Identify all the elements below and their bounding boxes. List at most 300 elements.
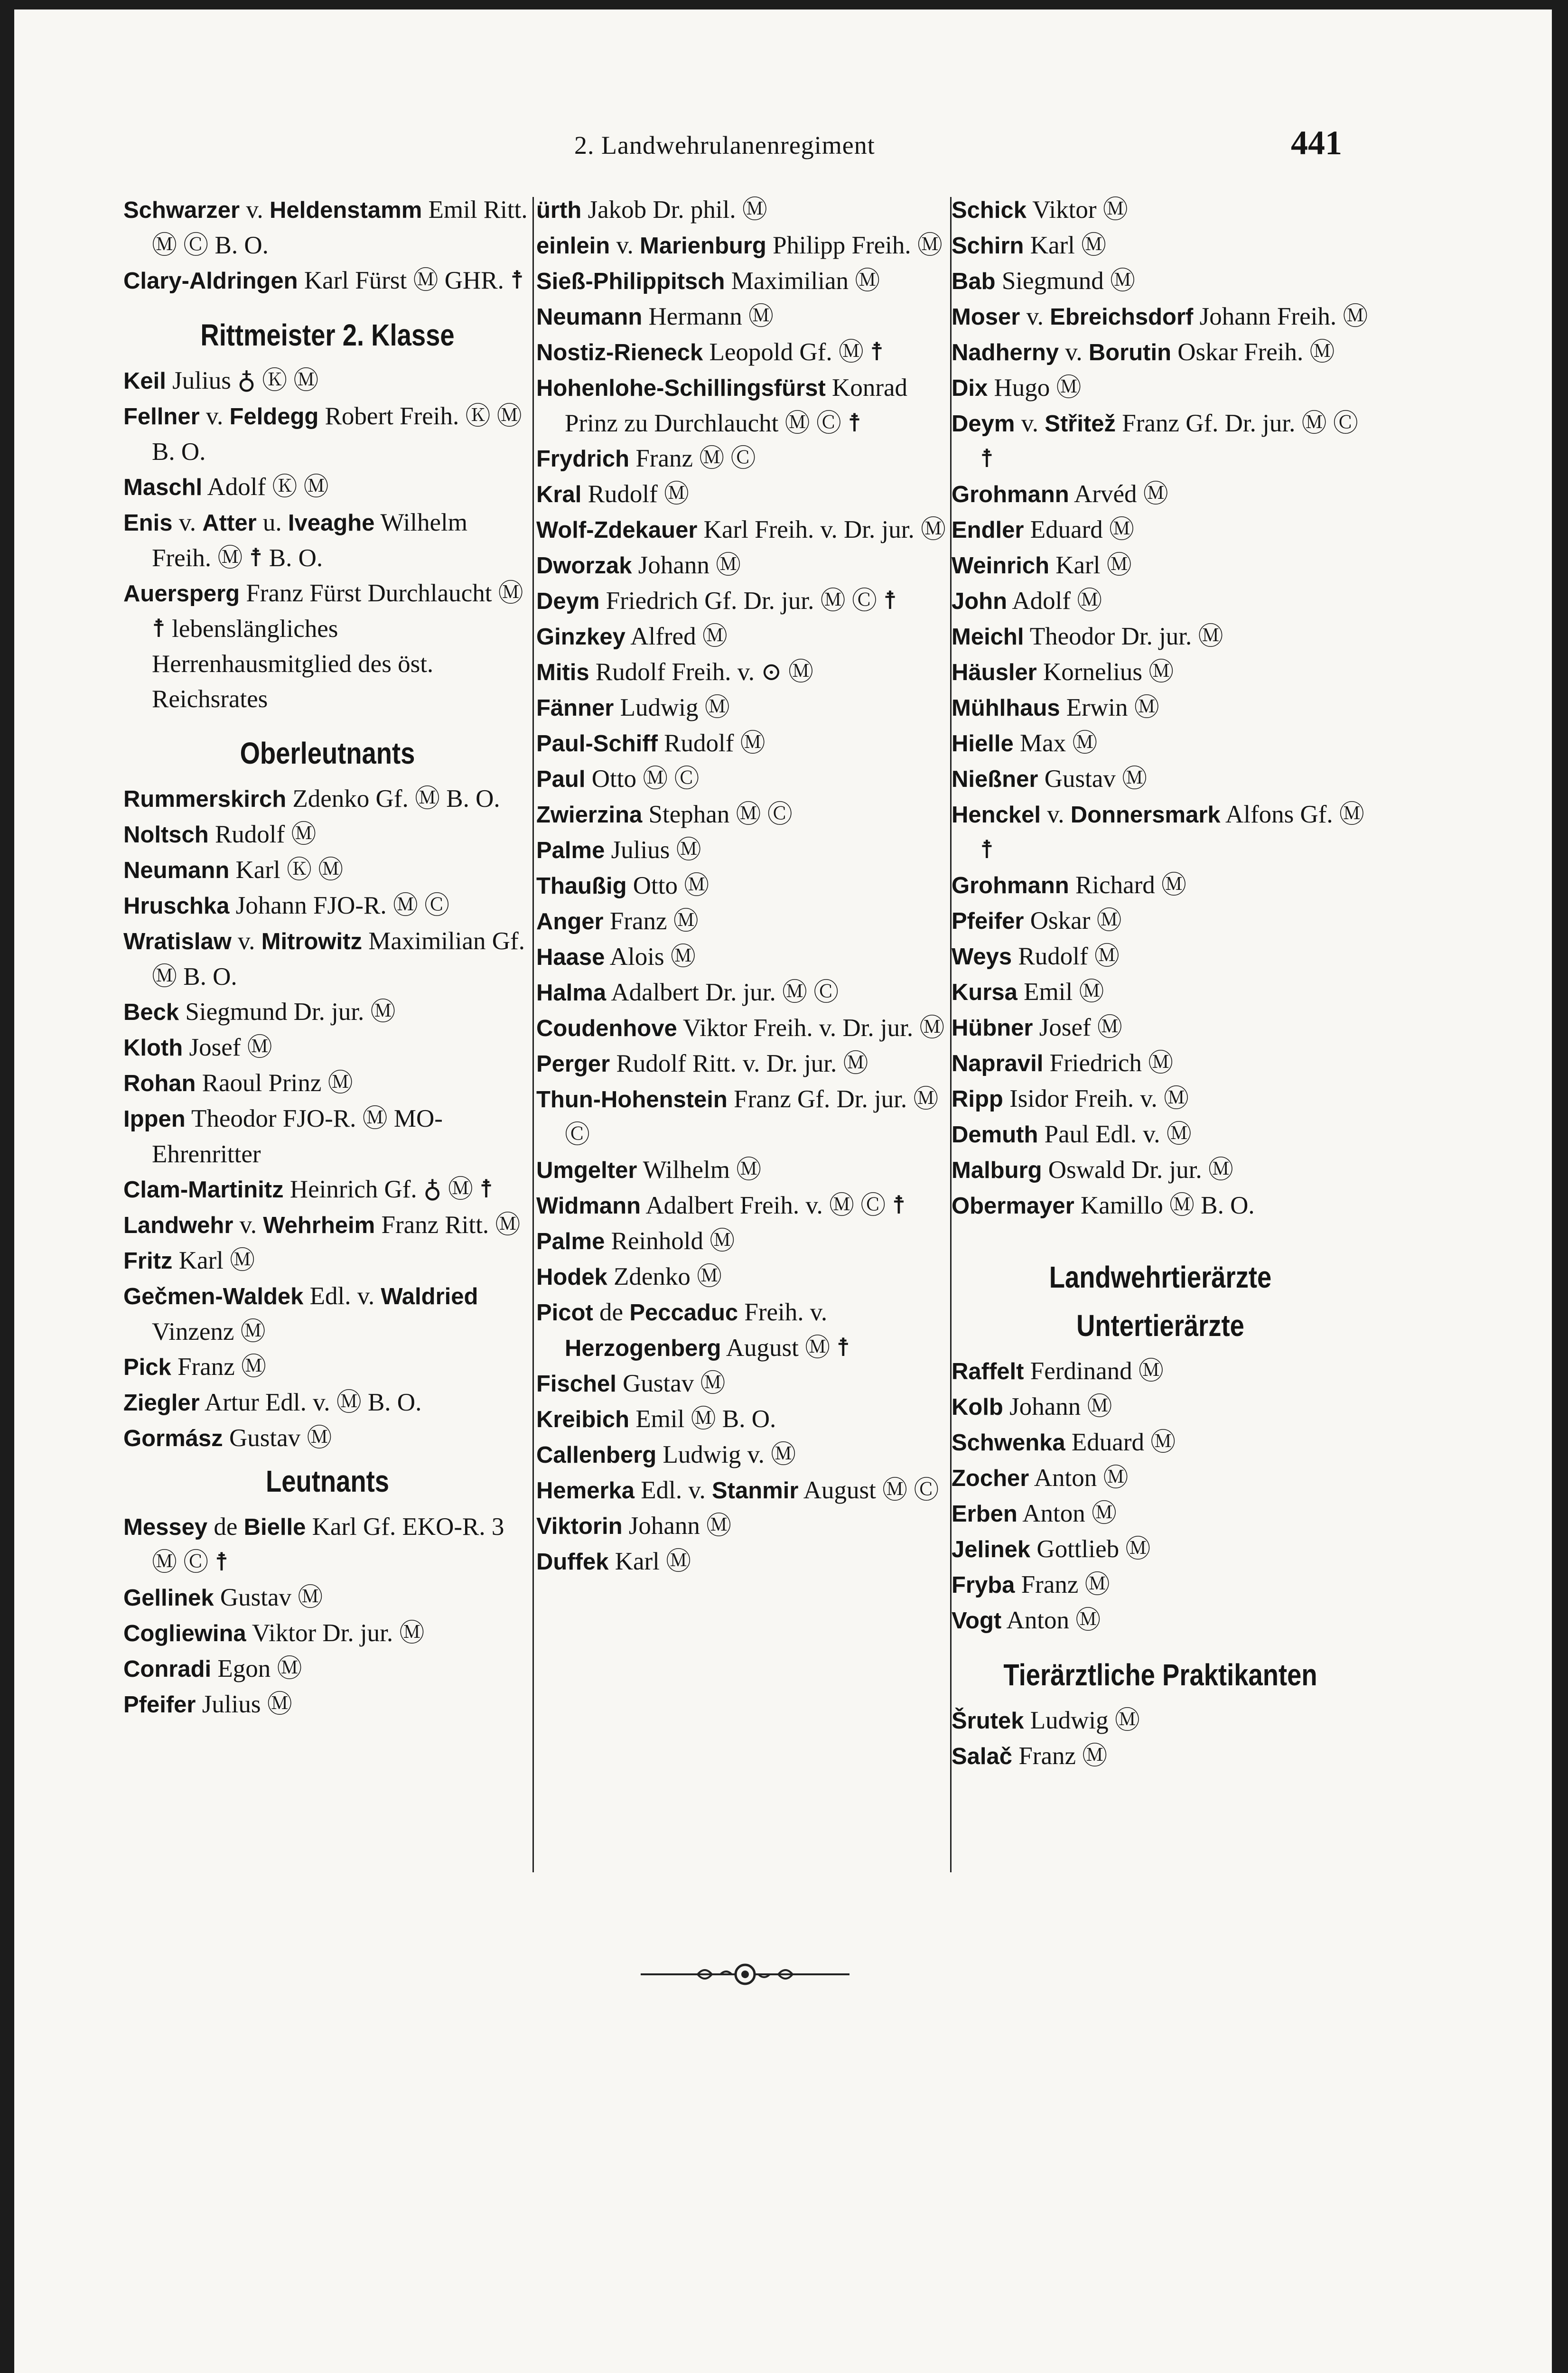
list-entry xyxy=(536,476,949,512)
entry-text: Julius Ⓜ xyxy=(605,836,701,864)
surname: Beck xyxy=(123,1000,179,1025)
surname: Mitrowitz xyxy=(261,929,362,954)
list-entry xyxy=(952,1188,1369,1224)
surname: Rohan xyxy=(123,1071,196,1096)
entry-text: Erwin Ⓜ xyxy=(1060,694,1159,721)
entry-text: Gottlieb Ⓜ xyxy=(1030,1535,1151,1563)
surname: Erben xyxy=(952,1501,1017,1527)
book-page xyxy=(14,9,1552,2373)
entry-text: Adalbert Dr. jur. Ⓜ Ⓒ xyxy=(606,979,839,1006)
section-heading: Untertierärzte xyxy=(1076,1308,1244,1343)
entry-text: August Ⓜ Ⓒ xyxy=(798,1476,939,1504)
entry-text: Eduard Ⓜ xyxy=(1024,516,1135,543)
surname: Hübner xyxy=(952,1015,1033,1041)
surname: Dix xyxy=(952,375,988,401)
list-entry xyxy=(952,797,1369,868)
surname: Frydrich xyxy=(536,446,630,472)
surname: Mühlhaus xyxy=(952,695,1060,721)
surname: Duffek xyxy=(536,1549,609,1575)
surname: Meichl xyxy=(952,624,1024,650)
surname: Iveaghe xyxy=(288,510,375,536)
surname: Fryba xyxy=(952,1572,1015,1598)
list-entry xyxy=(123,469,532,505)
list-entry xyxy=(952,690,1369,726)
surname: Obermayer xyxy=(952,1193,1074,1219)
entry-text: Karl Ⓜ xyxy=(1049,551,1132,579)
entry-text: Rudolf Ritt. v. Dr. jur. Ⓜ xyxy=(610,1050,868,1077)
surname: Wehrheim xyxy=(263,1213,375,1238)
surname: Schwarzer xyxy=(123,197,240,223)
surname: Pfeifer xyxy=(123,1692,196,1718)
list-entry xyxy=(536,1366,949,1401)
list-entry xyxy=(536,1295,949,1366)
list-entry xyxy=(536,512,949,548)
list-entry xyxy=(952,1425,1369,1460)
list-entry xyxy=(536,1152,949,1188)
surname: Haase xyxy=(536,944,605,970)
entry-text: August Ⓜ ☨ xyxy=(721,1334,850,1362)
list-entry xyxy=(536,228,949,263)
surname: Henckel xyxy=(952,802,1041,828)
entry-text: Emil Ⓜ B. O. xyxy=(629,1405,776,1433)
entry-text: Johann Ⓜ xyxy=(622,1512,732,1540)
surname: Peccaduc xyxy=(629,1300,738,1326)
entry-text: Franz Gf. Dr. jur. Ⓜ Ⓒ xyxy=(565,1085,939,1149)
surname: Vogt xyxy=(952,1608,1002,1634)
entry-text: Ludwig v. Ⓜ xyxy=(656,1441,796,1468)
entry-text: Isidor Freih. v. Ⓜ xyxy=(1003,1085,1189,1112)
surname: Gellinek xyxy=(123,1585,214,1611)
entry-text: v. xyxy=(1040,801,1071,828)
surname: Thaußig xyxy=(536,873,627,899)
list-entry xyxy=(536,335,949,370)
entry-text: Johann Freih. Ⓜ xyxy=(1193,303,1368,330)
list-entry xyxy=(123,363,532,399)
entry-text: Egon Ⓜ xyxy=(211,1655,302,1682)
surname: Ebreichsdorf xyxy=(1050,304,1194,330)
entry-text: Raoul Prinz Ⓜ xyxy=(196,1069,353,1097)
surname: Perger xyxy=(536,1051,610,1077)
entry-text: Viktor Freih. v. Dr. jur. Ⓜ xyxy=(677,1014,945,1042)
surname: Hohenlohe-Schillingsfürst xyxy=(536,375,826,401)
page-number: 441 xyxy=(1291,124,1342,162)
entry-text: Viktor Ⓜ xyxy=(1026,196,1128,224)
list-entry xyxy=(952,1532,1369,1567)
surname: Schick xyxy=(952,197,1027,223)
entry-text: Viktor Dr. jur. Ⓜ xyxy=(246,1619,425,1647)
entry-text: u. xyxy=(256,509,288,536)
surname: Paul xyxy=(536,766,586,792)
list-entry xyxy=(536,1473,949,1508)
list-entry-continued xyxy=(536,192,949,228)
list-entry xyxy=(123,505,532,576)
surname: Messey xyxy=(123,1514,208,1540)
list-entry xyxy=(536,1188,949,1224)
list-entry xyxy=(536,1259,949,1295)
surname: Noltsch xyxy=(123,822,209,848)
section-heading: Oberleutnants xyxy=(240,736,415,770)
entry-text: Freih. v. xyxy=(738,1299,828,1326)
entry-text: Leopold Gf. Ⓜ ☨ xyxy=(703,338,884,366)
section-heading: Tierärztliche Praktikanten xyxy=(1003,1658,1317,1692)
surname: Gormász xyxy=(123,1426,223,1451)
entry-text: Ludwig Ⓜ xyxy=(1024,1707,1140,1734)
list-entry xyxy=(123,1349,532,1385)
list-entry xyxy=(952,1738,1369,1774)
entry-text: Franz Ⓜ Ⓒ xyxy=(629,445,756,472)
entry-text: Edl. v. xyxy=(635,1476,712,1504)
list-entry xyxy=(123,924,532,994)
entry-text: Oskar Freih. Ⓜ xyxy=(1171,338,1335,366)
list-entry xyxy=(536,690,949,726)
entry-text: Karl Ⓜ xyxy=(608,1548,691,1575)
entry-text: Artur Edl. v. Ⓜ B. O. xyxy=(199,1389,422,1416)
entry-text: Theodor FJO-R. Ⓜ MO-Ehrenritter xyxy=(152,1105,443,1168)
surname: ürth xyxy=(536,197,582,223)
list-entry xyxy=(536,654,949,690)
surname: Gečmen-Waldek xyxy=(123,1284,304,1309)
surname: Fellner xyxy=(123,404,200,430)
surname: Maschl xyxy=(123,475,203,500)
surname: Pick xyxy=(123,1355,171,1380)
entry-text: v. xyxy=(610,232,640,259)
entry-text: Rudolf Ⓜ xyxy=(581,480,690,508)
surname: Paul-Schiff xyxy=(536,731,658,757)
entry-text: Johann Ⓜ xyxy=(632,551,741,579)
surname: Napravil xyxy=(952,1051,1044,1076)
list-entry xyxy=(952,1354,1369,1389)
list-entry xyxy=(952,192,1369,228)
list-entry xyxy=(952,1010,1369,1046)
entry-text: v. xyxy=(231,927,261,955)
surname: Zocher xyxy=(952,1466,1029,1491)
surname: Anger xyxy=(536,909,604,934)
entry-text: Karl Ⓚ Ⓜ xyxy=(229,856,344,884)
surname: Palme xyxy=(536,838,605,863)
surname: Ginzkey xyxy=(536,624,625,650)
surname: Střitež xyxy=(1045,411,1116,437)
entry-text: Josef Ⓜ xyxy=(1033,1014,1122,1041)
list-entry xyxy=(123,1207,532,1243)
surname: Bielle xyxy=(243,1514,306,1540)
surname: Ripp xyxy=(952,1086,1003,1112)
surname: Weys xyxy=(952,944,1012,970)
list-entry xyxy=(536,1082,949,1152)
list-entry xyxy=(123,1243,532,1279)
surname: Hruschka xyxy=(123,893,230,919)
entry-text: Vinzenz Ⓜ xyxy=(152,1318,266,1345)
list-entry xyxy=(952,974,1369,1010)
entry-text: Anton Ⓜ xyxy=(1001,1607,1101,1634)
surname: Kloth xyxy=(123,1035,183,1061)
surname: Waldried xyxy=(381,1284,478,1309)
entry-text: Zdenko Ⓜ xyxy=(607,1263,722,1290)
surname: Ippen xyxy=(123,1106,186,1132)
entry-text: Franz Fürst Durchlaucht Ⓜ ☨ lebenslängliches Herrenhausmitglied des öst. Reichsrates xyxy=(152,579,523,713)
entry-text: Stephan Ⓜ Ⓒ xyxy=(642,801,793,828)
entry-text: Karl Freih. v. Dr. jur. Ⓜ xyxy=(697,516,946,543)
list-entry xyxy=(536,904,949,939)
column-1 xyxy=(123,192,532,1722)
list-entry xyxy=(123,1580,532,1616)
entry-text: Franz Ritt. Ⓜ xyxy=(375,1211,521,1239)
entry-text: Adolf Ⓜ xyxy=(1007,587,1102,615)
list-entry xyxy=(536,1401,949,1437)
surname: Demuth xyxy=(952,1122,1038,1148)
entry-text: Jakob Dr. phil. Ⓜ xyxy=(581,196,767,224)
list-entry xyxy=(952,1567,1369,1603)
surname: Dworzak xyxy=(536,553,632,579)
entry-text: Arvéd Ⓜ xyxy=(1069,480,1168,508)
list-entry xyxy=(952,761,1369,797)
list-entry xyxy=(536,619,949,654)
entry-text: Franz Ⓜ xyxy=(603,907,699,935)
list-entry xyxy=(952,939,1369,974)
list-entry xyxy=(536,548,949,583)
entry-text: Emil Ⓜ xyxy=(1017,978,1104,1006)
list-entry xyxy=(536,263,949,299)
column-rule-left xyxy=(532,197,534,1872)
list-entry xyxy=(952,1703,1369,1738)
surname: Palme xyxy=(536,1229,605,1254)
surname: Endler xyxy=(952,517,1024,543)
list-entry xyxy=(123,1509,532,1580)
entry-text: Adolf Ⓚ Ⓜ xyxy=(202,473,329,501)
list-entry xyxy=(123,576,532,717)
list-entry xyxy=(123,1420,532,1456)
entry-text: Gustav Ⓜ xyxy=(616,1370,726,1397)
surname: Coudenhove xyxy=(536,1016,677,1041)
surname: Deym xyxy=(952,411,1015,437)
entry-text: Ludwig Ⓜ xyxy=(614,694,730,721)
entry-text: v. xyxy=(1059,338,1089,366)
surname: Landwehr xyxy=(123,1213,233,1238)
entry-text: Oswald Dr. jur. Ⓜ xyxy=(1042,1156,1233,1184)
surname: Hemerka xyxy=(536,1478,635,1504)
surname: Wolf-Zdekauer xyxy=(536,517,698,543)
entry-text: Johann Ⓜ xyxy=(1003,1393,1112,1420)
entry-text: Gustav Ⓜ xyxy=(223,1424,332,1452)
running-title: 2. Landwehrulanenregiment xyxy=(574,131,875,159)
entry-text: v. xyxy=(1015,410,1045,437)
surname: Fänner xyxy=(536,695,614,721)
list-entry xyxy=(952,548,1369,583)
entry-text: Friedrich Ⓜ xyxy=(1043,1049,1174,1077)
surname: Schirn xyxy=(952,233,1024,259)
list-entry xyxy=(123,1687,532,1722)
surname: Kolb xyxy=(952,1394,1003,1420)
section-heading: Rittmeister 2. Klasse xyxy=(200,318,455,352)
surname: Hielle xyxy=(952,731,1014,757)
entry-text: Otto Ⓜ xyxy=(626,872,709,899)
list-entry xyxy=(536,1046,949,1082)
surname: Viktorin xyxy=(536,1513,623,1539)
entry-text: Paul Edl. v. Ⓜ xyxy=(1038,1121,1192,1148)
surname: Umgelter xyxy=(536,1158,637,1183)
entry-text: Oskar Ⓜ xyxy=(1024,907,1122,934)
surname: Mitis xyxy=(536,660,589,685)
surname: Zwierzina xyxy=(536,802,643,828)
list-entry xyxy=(123,994,532,1030)
list-entry xyxy=(952,903,1369,939)
section-heading: Leutnants xyxy=(266,1464,389,1498)
surname: Enis xyxy=(123,510,173,536)
list-entry xyxy=(952,1117,1369,1152)
entry-text: Julius Ⓜ xyxy=(196,1691,292,1718)
surname: Donnersmark xyxy=(1070,802,1221,828)
surname: Ziegler xyxy=(123,1390,200,1416)
surname: Herzogenberg xyxy=(565,1336,721,1361)
entry-text: Hugo Ⓜ xyxy=(988,374,1082,402)
entry-text: Eduard Ⓜ xyxy=(1065,1429,1176,1456)
surname: Pfeifer xyxy=(952,908,1024,934)
entry-text: Maximilian Ⓜ xyxy=(725,267,880,295)
surname: Grohmann xyxy=(952,873,1069,898)
entry-text: Reinhold Ⓜ xyxy=(605,1227,735,1255)
list-entry xyxy=(123,1651,532,1687)
surname: Feldegg xyxy=(229,404,319,430)
list-entry xyxy=(952,476,1369,512)
list-entry xyxy=(952,228,1369,263)
surname: Fischel xyxy=(536,1371,616,1397)
surname: Widmann xyxy=(536,1193,641,1219)
entry-text: Wilhelm Ⓜ xyxy=(637,1156,762,1184)
entry-text: Franz Gf. Dr. jur. Ⓜ Ⓒ ☨ xyxy=(980,410,1358,473)
list-entry xyxy=(952,406,1369,476)
end-ornament xyxy=(641,1960,849,1989)
surname: Nießner xyxy=(952,766,1038,792)
list-entry xyxy=(123,817,532,852)
entry-text: Karl Fürst Ⓜ GHR. ☨ xyxy=(298,267,524,294)
entry-text: Konrad Prinz zu Durchlaucht Ⓜ Ⓒ ☨ xyxy=(565,374,907,437)
entry-text: Friedrich Gf. Dr. jur. Ⓜ Ⓒ ☨ xyxy=(599,587,897,615)
surname: Rummerskirch xyxy=(123,786,287,812)
surname: Clary-Aldringen xyxy=(123,268,298,294)
entry-text: Kamillo Ⓜ B. O. xyxy=(1074,1192,1255,1219)
list-entry xyxy=(536,1224,949,1259)
list-entry xyxy=(123,781,532,817)
list-entry xyxy=(123,1030,532,1065)
entry-text: Emil Ritt. Ⓜ Ⓒ B. O. xyxy=(152,196,528,259)
surname: John xyxy=(952,589,1008,614)
list-entry xyxy=(952,1046,1369,1081)
list-entry xyxy=(123,399,532,469)
surname: Thun-Hohenstein xyxy=(536,1087,728,1112)
list-entry xyxy=(536,939,949,975)
surname: Kral xyxy=(536,482,582,507)
surname: Jelinek xyxy=(952,1537,1031,1562)
surname: Halma xyxy=(536,980,607,1006)
list-entry xyxy=(123,852,532,888)
list-entry xyxy=(536,761,949,797)
list-entry xyxy=(123,1616,532,1651)
list-entry xyxy=(952,1496,1369,1532)
entry-text: Franz Ⓜ xyxy=(1012,1742,1108,1770)
surname: Kreibich xyxy=(536,1407,630,1432)
surname: Raffelt xyxy=(952,1359,1024,1384)
surname: Stanmir xyxy=(711,1478,799,1504)
list-entry xyxy=(952,1081,1369,1117)
entry-text: Alfons Gf. Ⓜ ☨ xyxy=(980,801,1364,864)
entry-text: v. xyxy=(233,1211,263,1239)
entry-text: Anton Ⓜ xyxy=(1029,1464,1129,1492)
surname: Schwenka xyxy=(952,1430,1065,1456)
entry-text: Philipp Freih. Ⓜ xyxy=(766,232,943,259)
list-entry xyxy=(123,1101,532,1172)
list-entry xyxy=(952,370,1369,406)
surname: Kursa xyxy=(952,980,1017,1005)
list-entry xyxy=(123,888,532,924)
surname: Grohmann xyxy=(952,482,1069,507)
surname: Hodek xyxy=(536,1264,607,1290)
list-entry xyxy=(536,583,949,619)
surname: Šrutek xyxy=(952,1708,1024,1734)
entry-text: de xyxy=(593,1299,630,1326)
list-entry xyxy=(123,263,532,299)
entry-text: Julius ♁ Ⓚ Ⓜ xyxy=(166,367,319,394)
list-entry xyxy=(952,1603,1369,1638)
entry-text: Kornelius Ⓜ xyxy=(1036,658,1174,686)
surname: Wratislaw xyxy=(123,929,232,954)
surname: Fritz xyxy=(123,1248,173,1274)
entry-text: Franz Ⓜ xyxy=(171,1353,266,1381)
surname: Moser xyxy=(952,304,1020,330)
list-entry xyxy=(952,512,1369,548)
surname: einlein xyxy=(536,233,610,259)
list-entry xyxy=(952,1460,1369,1496)
surname: Nadherny xyxy=(952,340,1059,365)
entry-text: Rudolf Ⓜ xyxy=(208,821,317,848)
list-entry xyxy=(536,1544,949,1579)
surname: Auersperg xyxy=(123,581,240,607)
list-entry xyxy=(536,370,949,441)
entry-text: Theodor Dr. jur. Ⓜ xyxy=(1024,623,1223,650)
list-entry xyxy=(952,1152,1369,1188)
surname: Atter xyxy=(202,510,257,536)
entry-text: Rudolf Freih. v. ⊙ Ⓜ xyxy=(589,658,813,686)
entry-text: Alois Ⓜ xyxy=(605,943,696,971)
entry-text: Edl. v. xyxy=(303,1282,381,1310)
surname: Neumann xyxy=(536,304,643,330)
surname: Picot xyxy=(536,1300,593,1326)
list-entry xyxy=(952,726,1369,761)
section-heading: Landwehrtierärzte xyxy=(1049,1260,1272,1294)
surname: Nostiz-Rieneck xyxy=(536,340,703,365)
surname: Malburg xyxy=(952,1158,1042,1183)
list-entry xyxy=(123,1279,532,1349)
entry-text: Zdenko Gf. Ⓜ B. O. xyxy=(286,785,500,813)
entry-text: Robert Freih. Ⓚ Ⓜ B. O. xyxy=(152,402,522,466)
entry-text: Richard Ⓜ xyxy=(1069,871,1187,899)
surname: Bab xyxy=(952,269,996,294)
surname: Häusler xyxy=(952,660,1037,685)
list-entry xyxy=(536,441,949,476)
entry-text: v. xyxy=(240,196,270,224)
list-entry xyxy=(123,192,532,263)
list-entry xyxy=(952,1389,1369,1425)
entry-text: Anton Ⓜ xyxy=(1017,1500,1117,1527)
list-entry xyxy=(536,797,949,832)
list-entry xyxy=(536,975,949,1010)
list-entry xyxy=(952,654,1369,690)
entry-text: Wilhelm Freih. Ⓜ ☨ B. O. xyxy=(152,509,467,572)
list-entry xyxy=(536,726,949,761)
entry-text: v. xyxy=(172,509,203,536)
surname: Callenberg xyxy=(536,1442,657,1468)
list-entry xyxy=(536,1508,949,1544)
surname: Keil xyxy=(123,368,166,394)
surname: Conradi xyxy=(123,1656,212,1682)
